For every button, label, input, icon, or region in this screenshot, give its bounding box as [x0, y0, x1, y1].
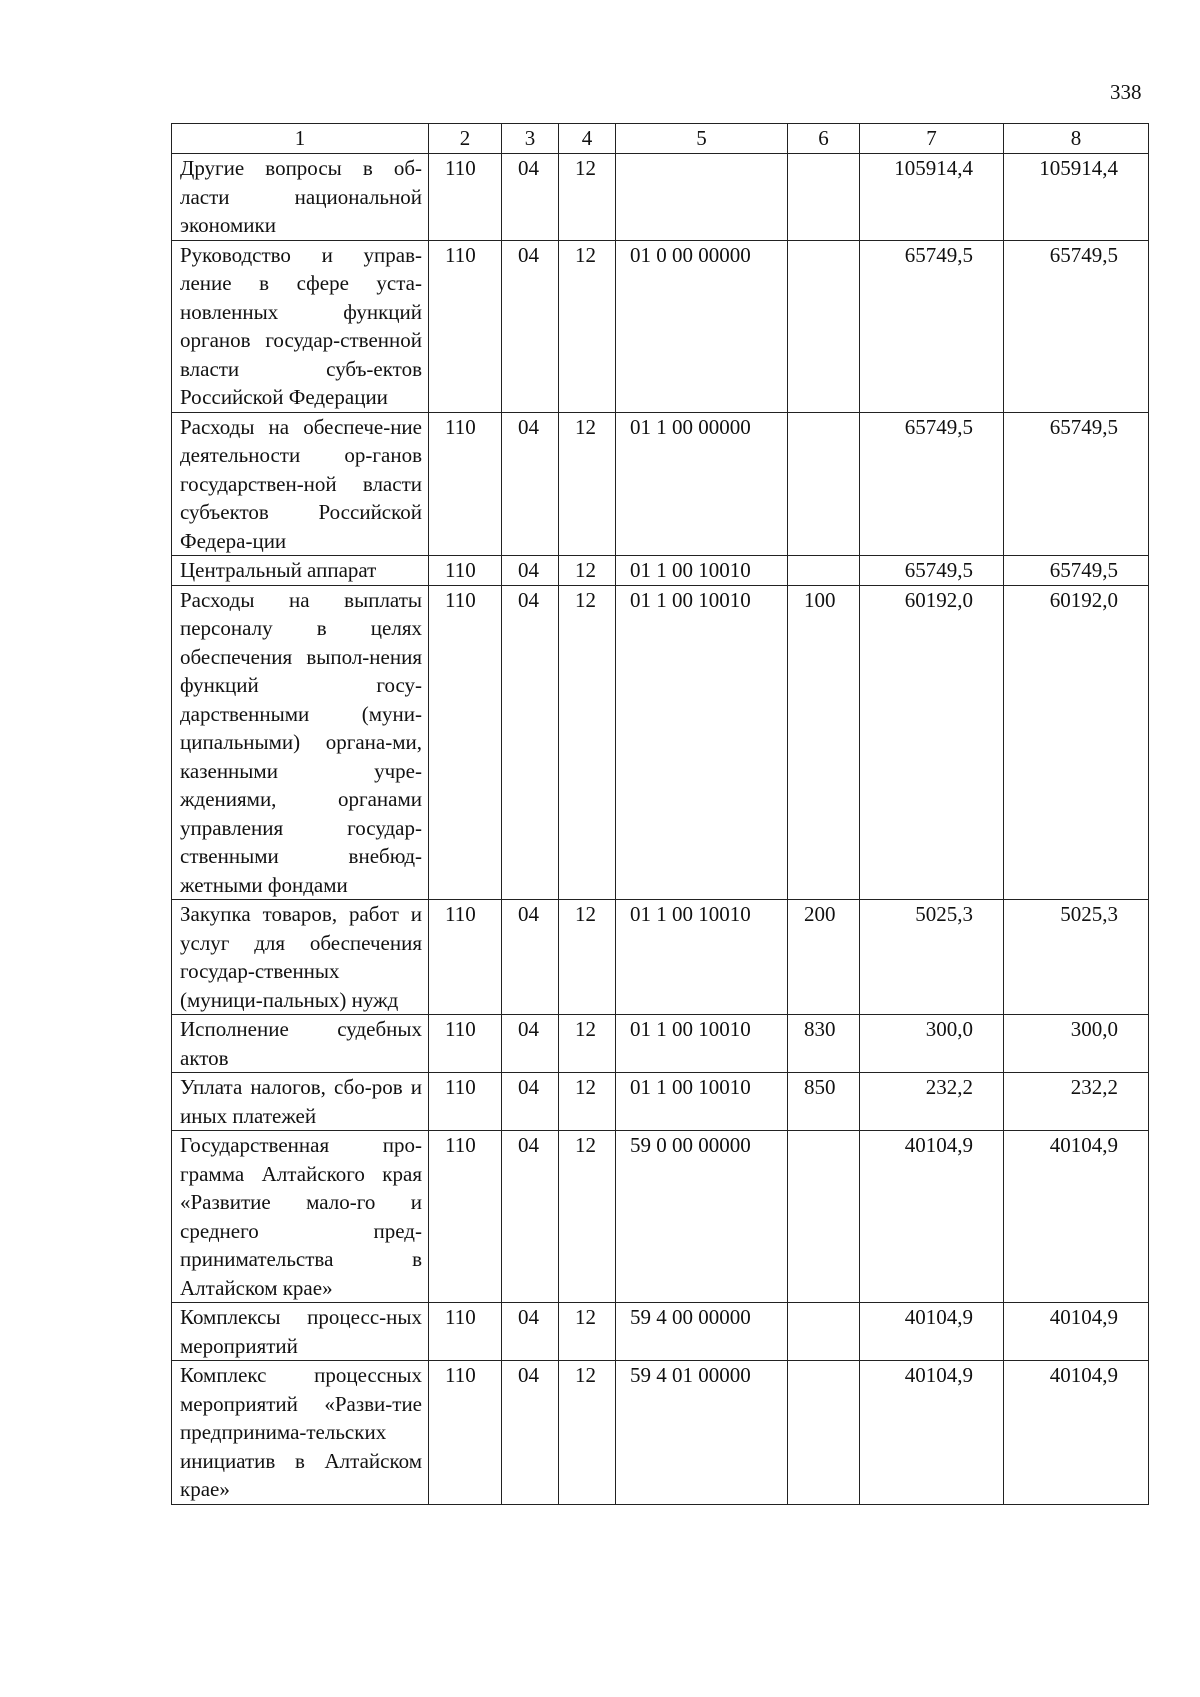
item-name-cell: Расходы на выплаты персоналу в целях обеспечения выпол-нения функций госу-дарственными (муни-ципальными) органа-ми, казенными учре-ждениями, органами управления государ-ственными внебюд-жетными фондами	[172, 585, 429, 900]
amount-year1-cell: 40104,9	[860, 1131, 1004, 1303]
column-header: 3	[502, 124, 559, 154]
subsection-code-cell: 04	[502, 1361, 559, 1505]
subsection-code-cell: 04	[502, 585, 559, 900]
subsection-detail-cell: 12	[559, 1361, 616, 1505]
section-code-cell: 110	[429, 556, 502, 586]
amount-year1-cell: 5025,3	[860, 900, 1004, 1015]
amount-year1-cell: 232,2	[860, 1073, 1004, 1131]
item-name-cell: Закупка товаров, работ и услуг для обеспечения государ-ственных (муници-пальных) нужд	[172, 900, 429, 1015]
subsection-code-cell: 04	[502, 412, 559, 556]
item-name-cell: Другие вопросы в об-ласти национальной экономики	[172, 154, 429, 241]
target-article-cell: 01 0 00 00000	[616, 240, 788, 412]
amount-year2-cell: 65749,5	[1004, 412, 1149, 556]
item-name-cell: Исполнение судебных актов	[172, 1015, 429, 1073]
amount-year2-cell: 65749,5	[1004, 240, 1149, 412]
target-article-cell: 01 1 00 10010	[616, 1073, 788, 1131]
section-code-cell: 110	[429, 1131, 502, 1303]
section-code-cell: 110	[429, 240, 502, 412]
amount-year2-cell: 300,0	[1004, 1015, 1149, 1073]
amount-year1-cell: 65749,5	[860, 412, 1004, 556]
item-name-cell: Руководство и управ-ление в сфере уста-новленных функций органов государ-ственной власти субъ-ектов Российской Федерации	[172, 240, 429, 412]
subsection-detail-cell: 12	[559, 1303, 616, 1361]
table-row	[172, 412, 1149, 556]
amount-year2-cell: 232,2	[1004, 1073, 1149, 1131]
subsection-detail-cell: 12	[559, 585, 616, 900]
expense-type-cell: 850	[788, 1073, 860, 1131]
subsection-code-cell: 04	[502, 240, 559, 412]
column-header: 4	[559, 124, 616, 154]
subsection-code-cell: 04	[502, 900, 559, 1015]
amount-year2-cell: 40104,9	[1004, 1361, 1149, 1505]
amount-year1-cell: 40104,9	[860, 1303, 1004, 1361]
item-name-cell: Комплексы процесс-ных мероприятий	[172, 1303, 429, 1361]
amount-year1-cell: 60192,0	[860, 585, 1004, 900]
subsection-detail-cell: 12	[559, 1015, 616, 1073]
section-code-cell: 110	[429, 154, 502, 241]
table-row	[172, 900, 1149, 1015]
section-code-cell: 110	[429, 585, 502, 900]
table-row	[172, 1073, 1149, 1131]
subsection-detail-cell: 12	[559, 1131, 616, 1303]
item-name-cell: Государственная про-грамма Алтайского края «Развитие мало-го и среднего пред-принимательства в Алтайском крае»	[172, 1131, 429, 1303]
table-header	[172, 124, 1149, 154]
target-article-cell: 59 0 00 00000	[616, 1131, 788, 1303]
subsection-detail-cell: 12	[559, 1073, 616, 1131]
subsection-detail-cell: 12	[559, 900, 616, 1015]
expense-type-cell: 830	[788, 1015, 860, 1073]
table-row	[172, 556, 1149, 586]
amount-year2-cell: 105914,4	[1004, 154, 1149, 241]
target-article-cell	[616, 154, 788, 241]
amount-year2-cell: 60192,0	[1004, 585, 1149, 900]
table-row	[172, 240, 1149, 412]
subsection-code-cell: 04	[502, 556, 559, 586]
section-code-cell: 110	[429, 1015, 502, 1073]
page-number: 338	[1110, 80, 1142, 104]
amount-year1-cell: 65749,5	[860, 556, 1004, 586]
subsection-detail-cell: 12	[559, 240, 616, 412]
subsection-code-cell: 04	[502, 1131, 559, 1303]
item-name-cell: Центральный аппарат	[172, 556, 429, 586]
target-article-cell: 01 1 00 10010	[616, 556, 788, 586]
table-row	[172, 585, 1149, 900]
subsection-detail-cell: 12	[559, 154, 616, 241]
target-article-cell: 59 4 00 00000	[616, 1303, 788, 1361]
item-name-cell: Комплекс процессных мероприятий «Разви-тие предпринима-тельских инициатив в Алтайском крае»	[172, 1361, 429, 1505]
amount-year2-cell: 65749,5	[1004, 556, 1149, 586]
subsection-code-cell: 04	[502, 1303, 559, 1361]
section-code-cell: 110	[429, 1303, 502, 1361]
item-name-cell: Расходы на обеспече-ние деятельности ор-ганов государствен-ной власти субъектов Российской Федера-ции	[172, 412, 429, 556]
subsection-detail-cell: 12	[559, 412, 616, 556]
column-header: 8	[1004, 124, 1149, 154]
subsection-code-cell: 04	[502, 154, 559, 241]
expense-type-cell	[788, 412, 860, 556]
expense-type-cell	[788, 1303, 860, 1361]
subsection-detail-cell: 12	[559, 556, 616, 586]
expense-type-cell	[788, 1361, 860, 1505]
target-article-cell: 01 1 00 00000	[616, 412, 788, 556]
amount-year2-cell: 40104,9	[1004, 1303, 1149, 1361]
amount-year1-cell: 65749,5	[860, 240, 1004, 412]
table-row	[172, 154, 1149, 241]
section-code-cell: 110	[429, 1073, 502, 1131]
section-code-cell: 110	[429, 412, 502, 556]
amount-year2-cell: 5025,3	[1004, 900, 1149, 1015]
expense-type-cell	[788, 240, 860, 412]
item-name-cell: Уплата налогов, сбо-ров и иных платежей	[172, 1073, 429, 1131]
table-body	[172, 154, 1149, 1505]
column-header: 7	[860, 124, 1004, 154]
table-row	[172, 1361, 1149, 1505]
expense-type-cell: 100	[788, 585, 860, 900]
amount-year1-cell: 40104,9	[860, 1361, 1004, 1505]
expense-type-cell	[788, 154, 860, 241]
subsection-code-cell: 04	[502, 1015, 559, 1073]
amount-year2-cell: 40104,9	[1004, 1131, 1149, 1303]
section-code-cell: 110	[429, 1361, 502, 1505]
table-row	[172, 1131, 1149, 1303]
expense-type-cell: 200	[788, 900, 860, 1015]
amount-year1-cell: 105914,4	[860, 154, 1004, 241]
table-row	[172, 1015, 1149, 1073]
target-article-cell: 01 1 00 10010	[616, 1015, 788, 1073]
table-row	[172, 1303, 1149, 1361]
subsection-code-cell: 04	[502, 1073, 559, 1131]
column-header: 5	[616, 124, 788, 154]
target-article-cell: 59 4 01 00000	[616, 1361, 788, 1505]
section-code-cell: 110	[429, 900, 502, 1015]
column-header: 2	[429, 124, 502, 154]
column-header: 6	[788, 124, 860, 154]
expense-type-cell	[788, 1131, 860, 1303]
budget-table	[171, 123, 1149, 1505]
target-article-cell: 01 1 00 10010	[616, 585, 788, 900]
target-article-cell: 01 1 00 10010	[616, 900, 788, 1015]
expense-type-cell	[788, 556, 860, 586]
column-header: 1	[172, 124, 429, 154]
amount-year1-cell: 300,0	[860, 1015, 1004, 1073]
header-row	[172, 124, 1149, 154]
